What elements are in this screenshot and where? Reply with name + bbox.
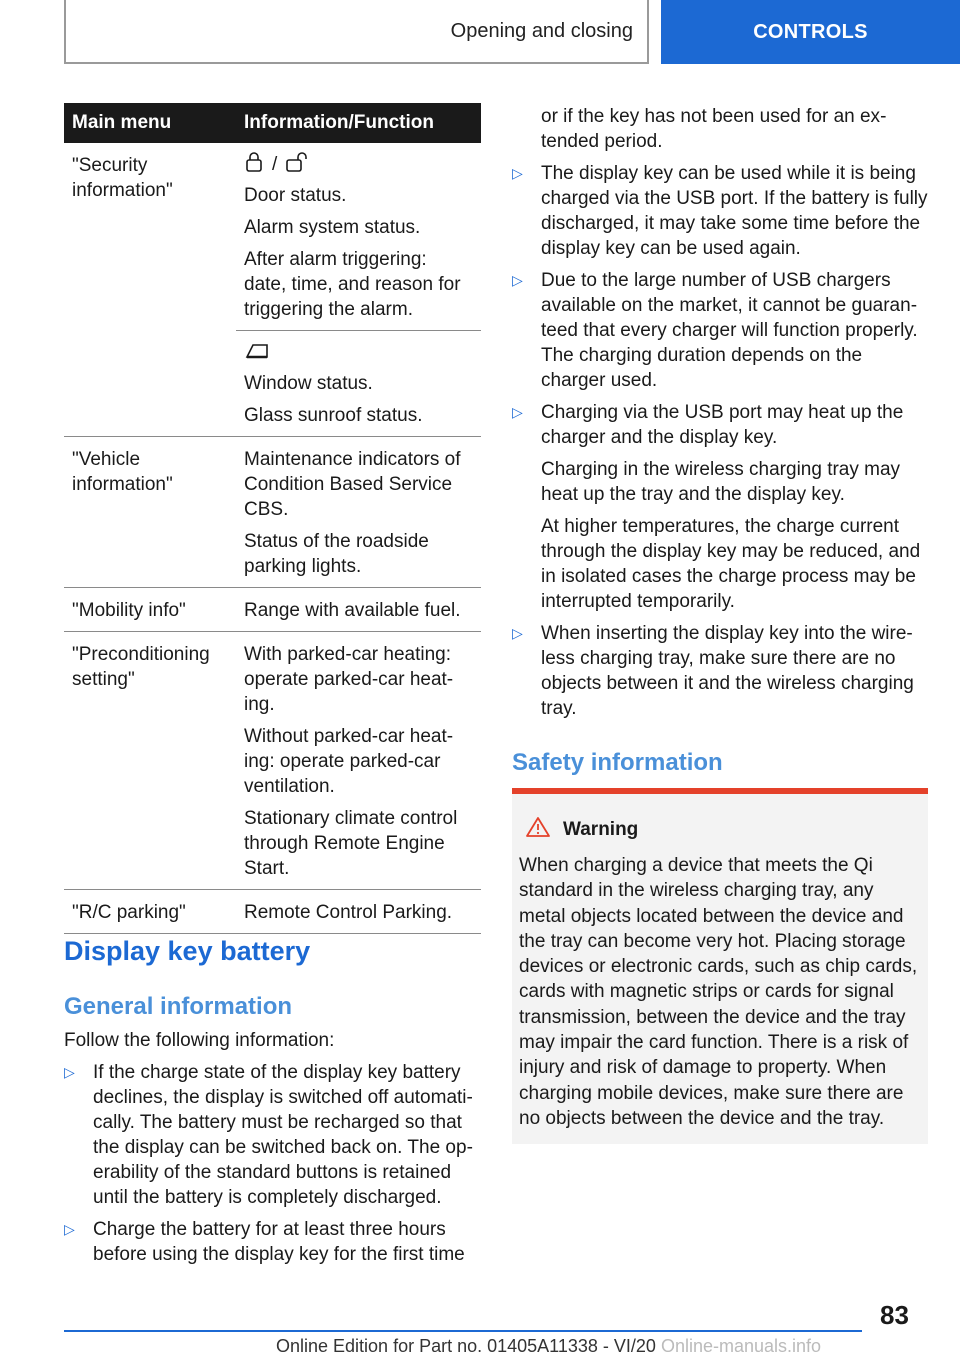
list-item xyxy=(512,161,928,261)
table-header-row xyxy=(64,103,481,143)
info-group xyxy=(236,143,481,330)
info-group xyxy=(236,632,481,889)
warning-triangle-icon xyxy=(525,816,551,844)
warning-title-row xyxy=(519,816,918,844)
triangle-bullet-icon: ▷ xyxy=(64,1064,75,1080)
footer-edition-text: Online Edition for Part no. 01405A11338 - VI/20 xyxy=(276,1336,656,1356)
list-item xyxy=(64,1217,480,1267)
lock-icons xyxy=(244,153,473,177)
table-row xyxy=(64,437,481,588)
info-line: Window status. xyxy=(244,373,373,394)
bullet-text: The display key can be used while it is being charged via the USB port. If the battery is fully discharged, it may take some time before the display key can be used again. xyxy=(541,163,928,259)
warning-title: Warning xyxy=(563,819,639,840)
section-heading-display-key-battery: Display key battery xyxy=(64,936,311,966)
info-line: Glass sunroof status. xyxy=(244,405,423,426)
bullet-text: If the charge state of the display key battery declines, the display is switched off automatically. The battery must be recharged so that the display can be switched back on. The operability of the standard buttons is retained until the battery is completely discharged. xyxy=(93,1062,473,1208)
table-header-information: Information/Function xyxy=(244,112,434,133)
table-cell-menu: "Mobility info" xyxy=(72,600,186,621)
info-line: Door status. xyxy=(244,185,347,206)
warning-box xyxy=(512,788,928,1144)
table-cell-info xyxy=(236,632,481,889)
lock-closed-icon xyxy=(244,151,264,179)
window-icons xyxy=(244,341,473,365)
triangle-bullet-icon: ▷ xyxy=(64,1221,75,1237)
table-cell-menu: "Vehicle information" xyxy=(72,449,173,495)
bullet-text: Charging via the USB port may heat up the charger and the display key. xyxy=(541,402,904,448)
list-item xyxy=(512,268,928,393)
list-item xyxy=(64,1060,480,1210)
bullet-list-left xyxy=(64,1060,480,1274)
info-line: Status of the roadside parking lights. xyxy=(244,531,429,577)
info-group xyxy=(236,588,481,631)
table-cell-info xyxy=(236,437,481,587)
page-number: 83 xyxy=(880,1300,909,1330)
window-icon xyxy=(244,339,270,367)
table-row xyxy=(64,632,481,890)
info-group xyxy=(236,330,481,436)
info-line: Remote Control Parking. xyxy=(244,902,453,923)
section-title: Opening and closing xyxy=(450,19,633,42)
footer-watermark: Online-manuals.info xyxy=(660,1336,822,1356)
info-line: Stationary climate control through Remote Engine Start. xyxy=(244,808,458,879)
warning-text: When charging a device that meets the Qi standard in the wireless charging tray, any metal objects located between the device and the tray can become very hot. Placing storage devices or electronic cards, such as chip cards, cards with magnetic strips or cards for signal transmission, between the device and the tray may impair the card function. There is a risk of injury and risk of damage to property. When charging mobile devices, make sure there are no objects between the device and the tray. xyxy=(519,855,918,1129)
info-line: With parked-car heating: operate parked-car heating. xyxy=(244,644,454,715)
table-cell-info xyxy=(236,588,481,631)
lock-open-icon xyxy=(285,151,315,179)
table-header-main-menu: Main menu xyxy=(72,112,172,133)
bullet-continuation: or if the key has not been used for an extended period. xyxy=(541,106,887,152)
triangle-bullet-icon: ▷ xyxy=(512,272,523,288)
table-cell-menu: "R/C parking" xyxy=(72,902,186,923)
info-group xyxy=(236,437,481,587)
intro-text: Follow the following information: xyxy=(64,1030,335,1051)
table-cell-menu: "Security information" xyxy=(72,155,173,201)
subheading-safety-information: Safety information xyxy=(512,749,723,776)
bullet-text: At higher temperatures, the charge current through the display key may be reduced, and in isolated cases the charge process may be interrupted temporarily. xyxy=(541,516,921,612)
bullet-text: When inserting the display key into the wireless charging tray, make sure there are no objects between it and the wireless charging tray. xyxy=(541,623,914,719)
chapter-header-tab xyxy=(661,0,960,64)
bullet-list-right xyxy=(512,161,928,728)
icon-separator: / xyxy=(272,154,278,175)
table-row xyxy=(64,588,481,632)
triangle-bullet-icon: ▷ xyxy=(512,404,523,420)
table-cell-menu: "Preconditioning setting" xyxy=(72,644,210,690)
table-cell-info xyxy=(236,890,481,933)
main-menu-table xyxy=(64,103,481,934)
bullet-text: Charge the battery for at least three hours before using the display key for the first time xyxy=(93,1219,465,1265)
triangle-bullet-icon: ▷ xyxy=(512,165,523,181)
bullet-text: Charging in the wireless charging tray may heat up the tray and the display key. xyxy=(541,459,901,505)
subheading-general-information: General information xyxy=(64,993,293,1020)
info-line: Range with available fuel. xyxy=(244,600,461,621)
info-line: After alarm triggering: date, time, and reason for triggering the alarm. xyxy=(244,249,461,320)
table-row xyxy=(64,890,481,934)
list-item xyxy=(512,400,928,614)
bullet-text: Due to the large number of USB chargers available on the market, it cannot be guaranteed that every charger will function properly. The charging duration depends on the charger used. xyxy=(541,270,918,391)
chapter-title: CONTROLS xyxy=(753,20,868,43)
info-line: Without parked-car heating: operate parked-car ventilation. xyxy=(244,726,454,797)
info-line: Maintenance indicators of Condition Based Service CBS. xyxy=(244,449,461,520)
info-line: Alarm system status. xyxy=(244,217,421,238)
table-row xyxy=(64,143,481,437)
footer-divider xyxy=(64,1330,862,1332)
info-group xyxy=(236,890,481,933)
section-header-tab xyxy=(64,0,649,64)
table-cell-info xyxy=(236,143,481,436)
triangle-bullet-icon: ▷ xyxy=(512,625,523,641)
footer-edition xyxy=(276,1336,821,1357)
list-item xyxy=(512,621,928,721)
